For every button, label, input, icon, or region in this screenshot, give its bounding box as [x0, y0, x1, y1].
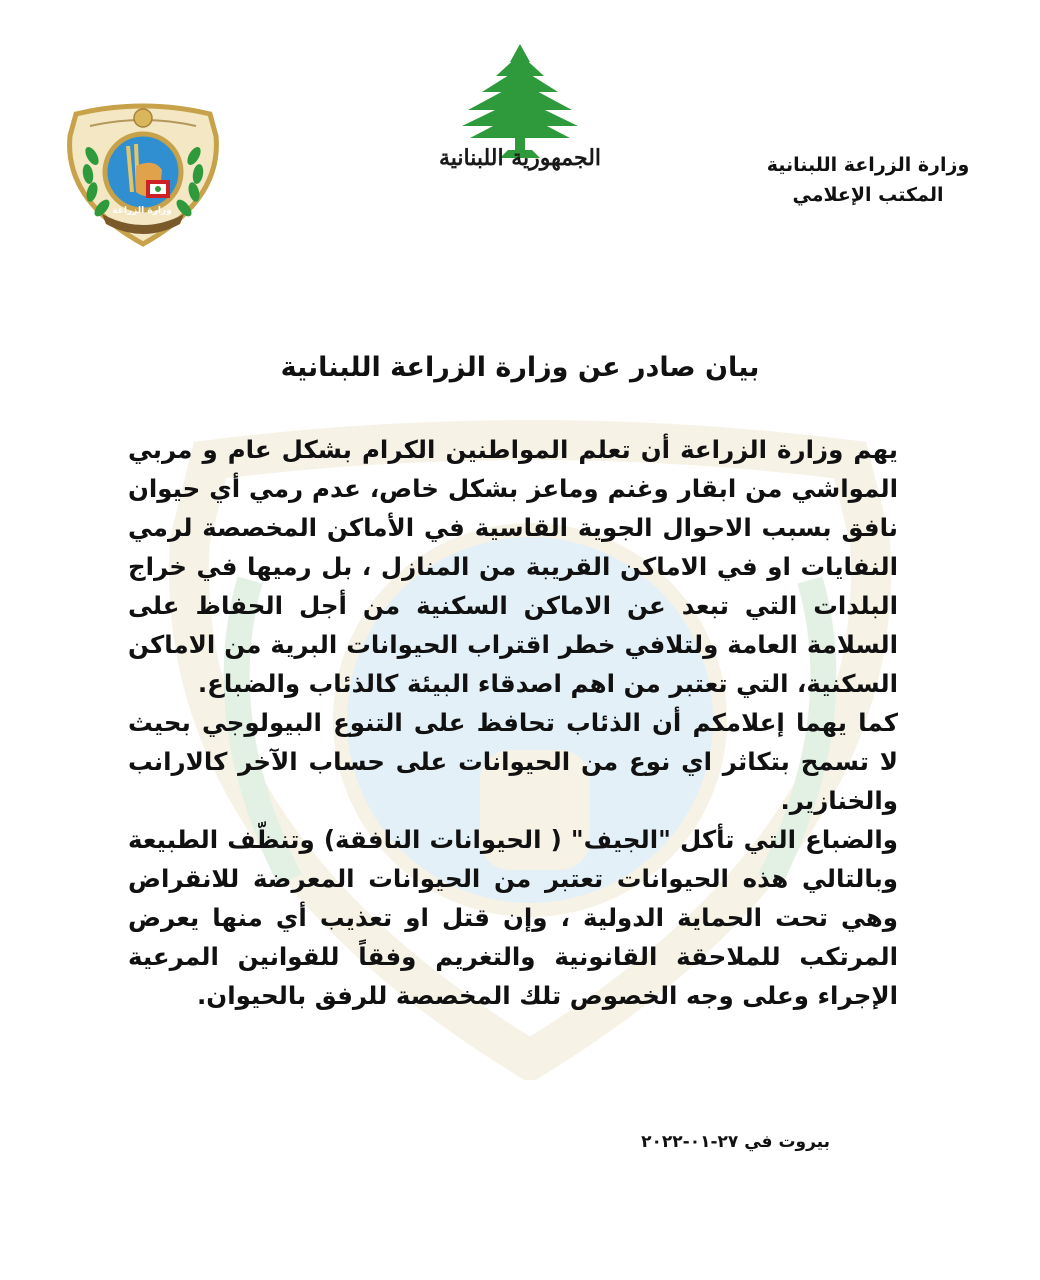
- ministry-name: وزارة الزراعة اللبنانية: [766, 154, 970, 176]
- body-paragraph: يهم وزارة الزراعة أن تعلم المواطنين الكرام بشكل عام و مربي المواشي من ابقار وغنم وماعز بشكل خاص، عدم رمي أي حيوان نافق بسبب الاحوال الجوية القاسية في الأماكن المخصصة لرمي النفايات او في الاماكن القريبة من المنازل ، بل رميها في خراج البلدات التي تبعد عن الاماكن السكنية من أجل الحفاظ على السلامة العامة ولتلافي خطر اقتراب الحيوانات البرية من الاماكن السكنية، التي تعتبر من اهم اصدقاء البيئة كالذئاب والضباع.: [128, 435, 898, 698]
- media-office-name: المكتب الإعلامي: [792, 184, 944, 206]
- body-paragraph: والضباع التي تأكل "الجيف" ( الحيوانات النافقة) وتنظّف الطبيعة وبالتالي هذه الحيوانات تعتبر من الحيوانات المعرضة للانقراض وهي تحت الحماية الدولية ، وإن قتل او تعذيب أي منها يعرض المرتكب للملاحقة القانونية والتغريم وفقاً للقوانين المرعية الإجراء وعلى وجه الخصوص تلك المخصصة للرفق بالحيوان.: [128, 825, 898, 1010]
- republic-label: الجمهورية اللبنانية: [438, 145, 602, 171]
- statement-title: بيان صادر عن وزارة الزراعة اللبنانية: [280, 352, 760, 383]
- statement-body: [128, 430, 898, 1015]
- ministry-header: [748, 150, 988, 210]
- date-line: بيروت في ٢٧-٠١-٢٠٢٢: [641, 1132, 830, 1152]
- body-paragraph: كما يهما إعلامكم أن الذئاب تحافظ على التنوع البيولوجي بحيث لا تسمح بتكاثر اي نوع من الحيوانات على حساب الآخر كالارانب والخنازير.: [128, 708, 898, 815]
- logo-caption: وزارة الزراعة: [112, 206, 172, 216]
- ministry-of-agriculture-logo: [62, 96, 224, 248]
